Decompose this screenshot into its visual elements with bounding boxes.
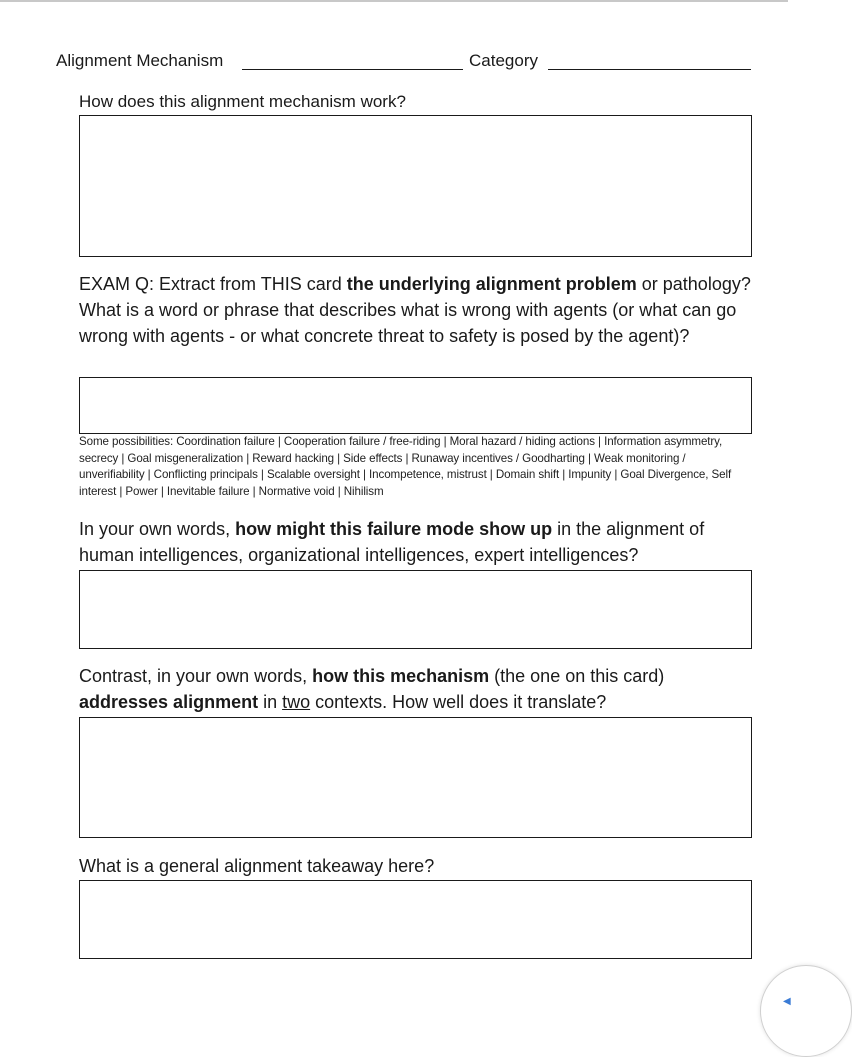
- question-text: Contrast, in your own words,: [79, 666, 313, 686]
- question-emphasis: how this mechanism: [312, 666, 490, 686]
- question-text: or pathology? What is a word or phrase that describes what is wrong with agents (or what can go wrong with agents - or what concrete threat to safety is posed by the agent)?: [79, 274, 751, 346]
- worksheet-header: [56, 51, 752, 73]
- question-contrast: [79, 663, 751, 715]
- question-underline: two: [282, 692, 311, 712]
- possibilities-hint: Some possibilities: Coordination failure | Cooperation failure / free-riding | Moral hazard / hiding actions | Information asymmetry, secrecy | Goal misgeneralization | Reward hacking | Side effects | Runaway incentives / Goodharting | Weak monitoring / unverifiability | Conflicting principals | Scalable oversight | Incompetence, mistrust | Domain shift | Impunity | Goal Divergence, Self interest | Power | Inevitable failure | Normative void | Nihilism: [79, 435, 732, 498]
- question-text: in the alignment of human intelligences, organizational intelligences, expert intelligences?: [79, 519, 705, 565]
- question-text: in: [258, 692, 283, 712]
- question-text: (the one on this card): [489, 666, 665, 686]
- answer-box-mechanism[interactable]: [79, 115, 752, 257]
- answer-box-takeaway[interactable]: [79, 880, 752, 959]
- question-text: contexts. How well does it translate?: [310, 692, 607, 712]
- question-mechanism: How does this alignment mechanism work?: [79, 92, 406, 111]
- question-text: In your own words,: [79, 519, 236, 539]
- category-label: Category: [469, 51, 538, 70]
- answer-box-contrast[interactable]: [79, 717, 752, 838]
- mechanism-label: Alignment Mechanism: [56, 51, 224, 70]
- top-divider: [0, 0, 788, 2]
- answer-box-failure-mode[interactable]: [79, 570, 752, 649]
- question-emphasis: the underlying alignment problem: [346, 274, 637, 294]
- category-field[interactable]: [548, 69, 751, 70]
- corner-widget[interactable]: [760, 965, 852, 1057]
- question-emphasis: how might this failure mode show up: [235, 519, 553, 539]
- question-emphasis: addresses alignment: [79, 692, 259, 712]
- answer-box-alignment-problem[interactable]: [79, 377, 752, 434]
- question-takeaway: What is a general alignment takeaway here?: [79, 856, 435, 876]
- question-text: EXAM Q: Extract from THIS card: [79, 274, 347, 294]
- question-alignment-problem: [79, 271, 751, 349]
- mechanism-field[interactable]: [242, 69, 463, 70]
- chevron-left-icon[interactable]: ◀: [783, 996, 791, 1007]
- question-failure-mode: [79, 516, 751, 568]
